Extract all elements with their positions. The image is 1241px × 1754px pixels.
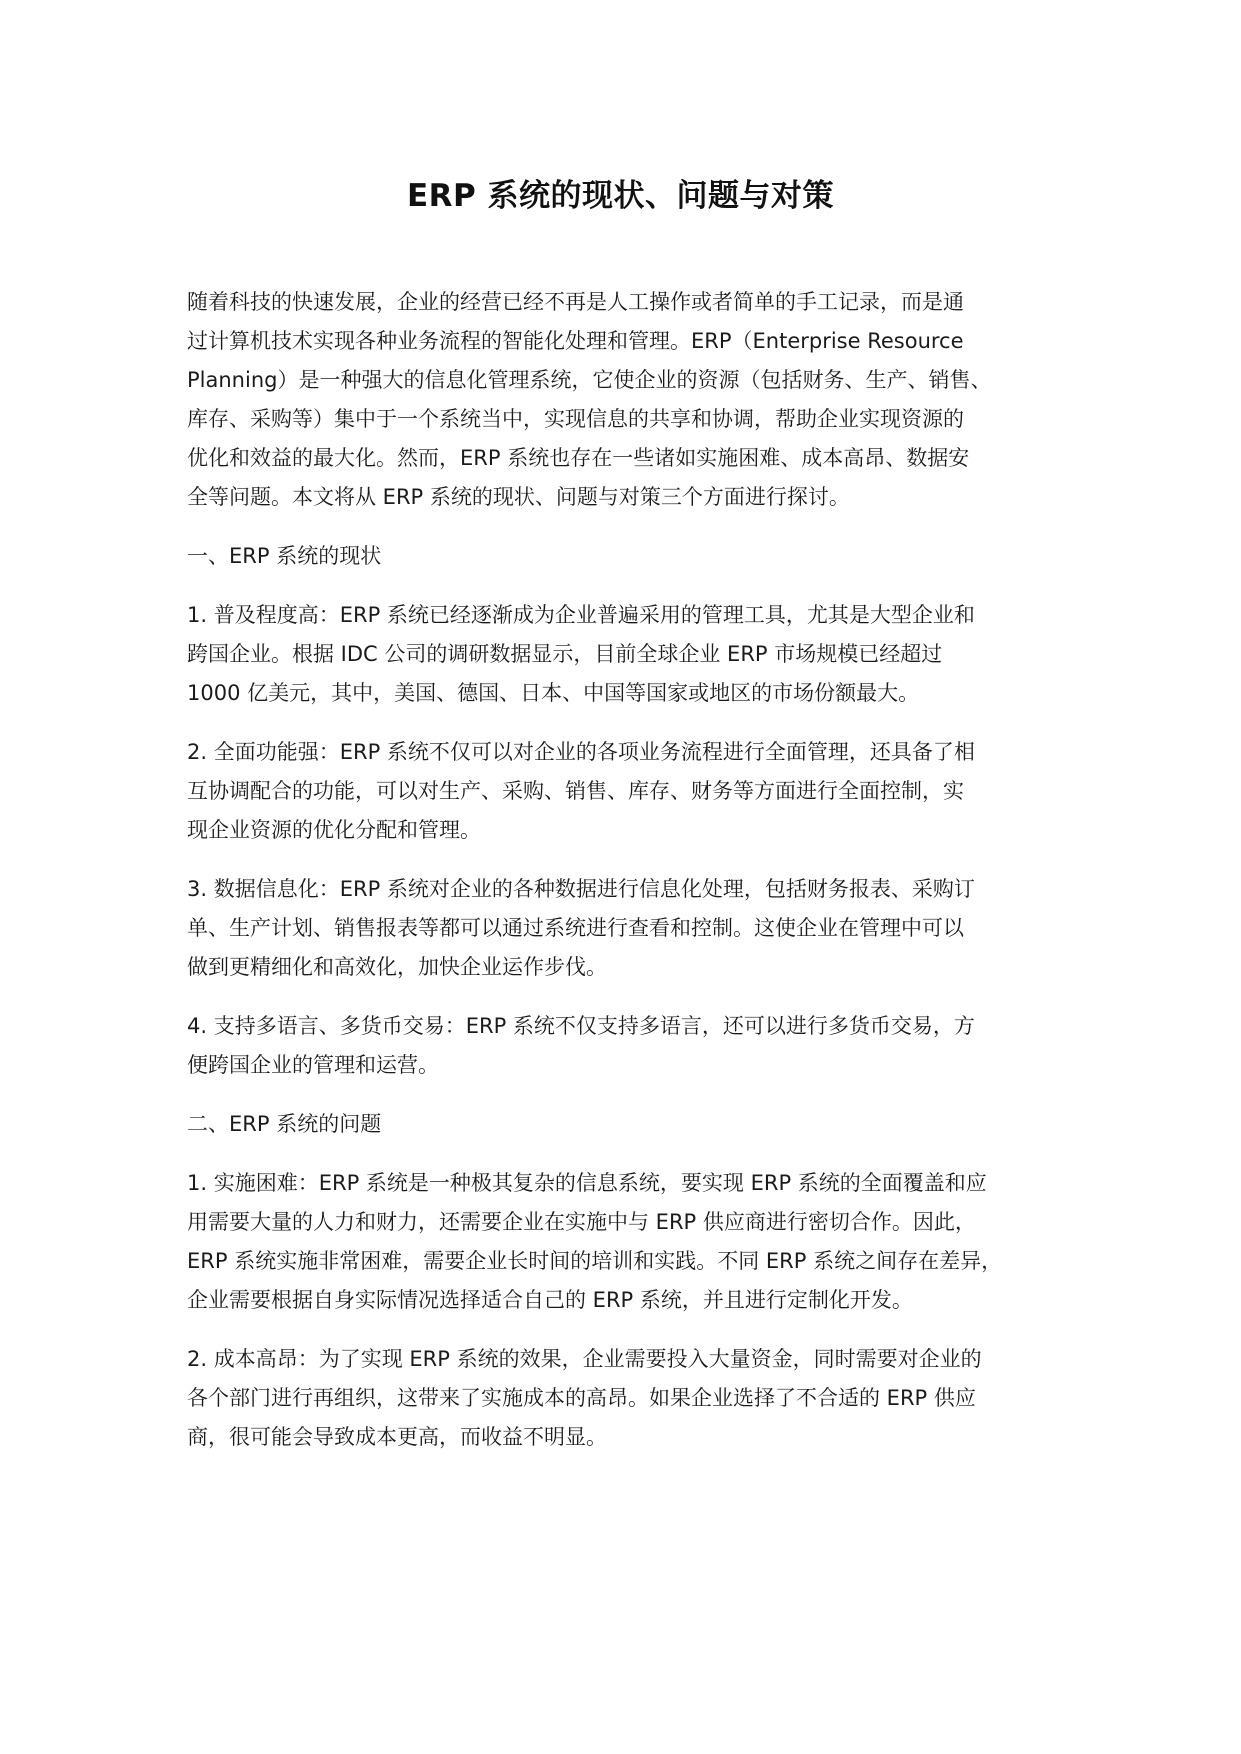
text-line: Planning）是一种强大的信息化管理系统，它使企业的资源（包括财务、生产、销售、 — [187, 368, 992, 392]
text-line: 现企业资源的优化分配和管理。 — [187, 818, 481, 842]
text-line: 各个部门进行再组织，这带来了实施成本的高昂。如果企业选择了不合适的 ERP 供应 — [187, 1386, 976, 1410]
section-heading: 二、ERP 系统的问题 — [187, 1112, 382, 1136]
text-line: 1. 实施困难：ERP 系统是一种极其复杂的信息系统，要实现 ERP 系统的全面覆盖和应 — [187, 1171, 987, 1195]
text-line: 用需要大量的人力和财力，还需要企业在实施中与 ERP 供应商进行密切合作。因此， — [187, 1210, 976, 1234]
text-line: 4. 支持多语言、多货币交易：ERP 系统不仅支持多语言，还可以进行多货币交易，方 — [187, 1014, 975, 1038]
text-line: 企业需要根据自身实际情况选择适合自己的 ERP 系统，并且进行定制化开发。 — [187, 1288, 913, 1312]
text-line: 全等问题。本文将从 ERP 系统的现状、问题与对策三个方面进行探讨。 — [187, 485, 850, 509]
text-line: 3. 数据信息化：ERP 系统对企业的各种数据进行信息化处理，包括财务报表、采购订 — [187, 877, 975, 901]
list-item-paragraph — [187, 1007, 1067, 1085]
section-heading: 一、ERP 系统的现状 — [187, 544, 382, 568]
text-line: 互协调配合的功能，可以对生产、采购、销售、库存、财务等方面进行全面控制，实 — [187, 779, 964, 803]
text-line: 过计算机技术实现各种业务流程的智能化处理和管理。ERP（Enterprise Resource — [187, 329, 964, 353]
text-line: 随着科技的快速发展，企业的经营已经不再是人工操作或者简单的手工记录，而是通 — [187, 290, 964, 314]
text-line: 做到更精细化和高效化，加快企业运作步伐。 — [187, 955, 607, 979]
list-item-paragraph — [187, 596, 1067, 713]
text-line: 库存、采购等）集中于一个系统当中，实现信息的共享和协调，帮助企业实现资源的 — [187, 407, 964, 431]
text-line: 2. 成本高昂：为了实现 ERP 系统的效果，企业需要投入大量资金，同时需要对企业的 — [187, 1347, 982, 1371]
document-title: ERP 系统的现状、问题与对策 — [406, 178, 835, 214]
list-item-paragraph — [187, 870, 1067, 987]
intro-paragraph — [187, 283, 1067, 517]
list-item-paragraph — [187, 1340, 1067, 1457]
document-body — [187, 283, 1067, 1477]
text-line: 跨国企业。根据 IDC 公司的调研数据显示，目前全球企业 ERP 市场规模已经超过 — [187, 642, 943, 666]
list-item-paragraph — [187, 1164, 1067, 1320]
text-line: 商，很可能会导致成本更高，而收益不明显。 — [187, 1425, 607, 1449]
text-line: 优化和效益的最大化。然而，ERP 系统也存在一些诸如实施困难、成本高昂、数据安 — [187, 446, 970, 470]
list-item-paragraph — [187, 733, 1067, 850]
text-line: 单、生产计划、销售报表等都可以通过系统进行查看和控制。这使企业在管理中可以 — [187, 916, 964, 940]
text-line: 2. 全面功能强：ERP 系统不仅可以对企业的各项业务流程进行全面管理，还具备了相 — [187, 740, 975, 764]
text-line: 1000 亿美元，其中，美国、德国、日本、中国等国家或地区的市场份额最大。 — [187, 681, 920, 705]
text-line: 便跨国企业的管理和运营。 — [187, 1053, 439, 1077]
text-line: ERP 系统实施非常困难，需要企业长时间的培训和实践。不同 ERP 系统之间存在差异， — [187, 1249, 1003, 1273]
text-line: 1. 普及程度高：ERP 系统已经逐渐成为企业普遍采用的管理工具，尤其是大型企业和 — [187, 603, 975, 627]
